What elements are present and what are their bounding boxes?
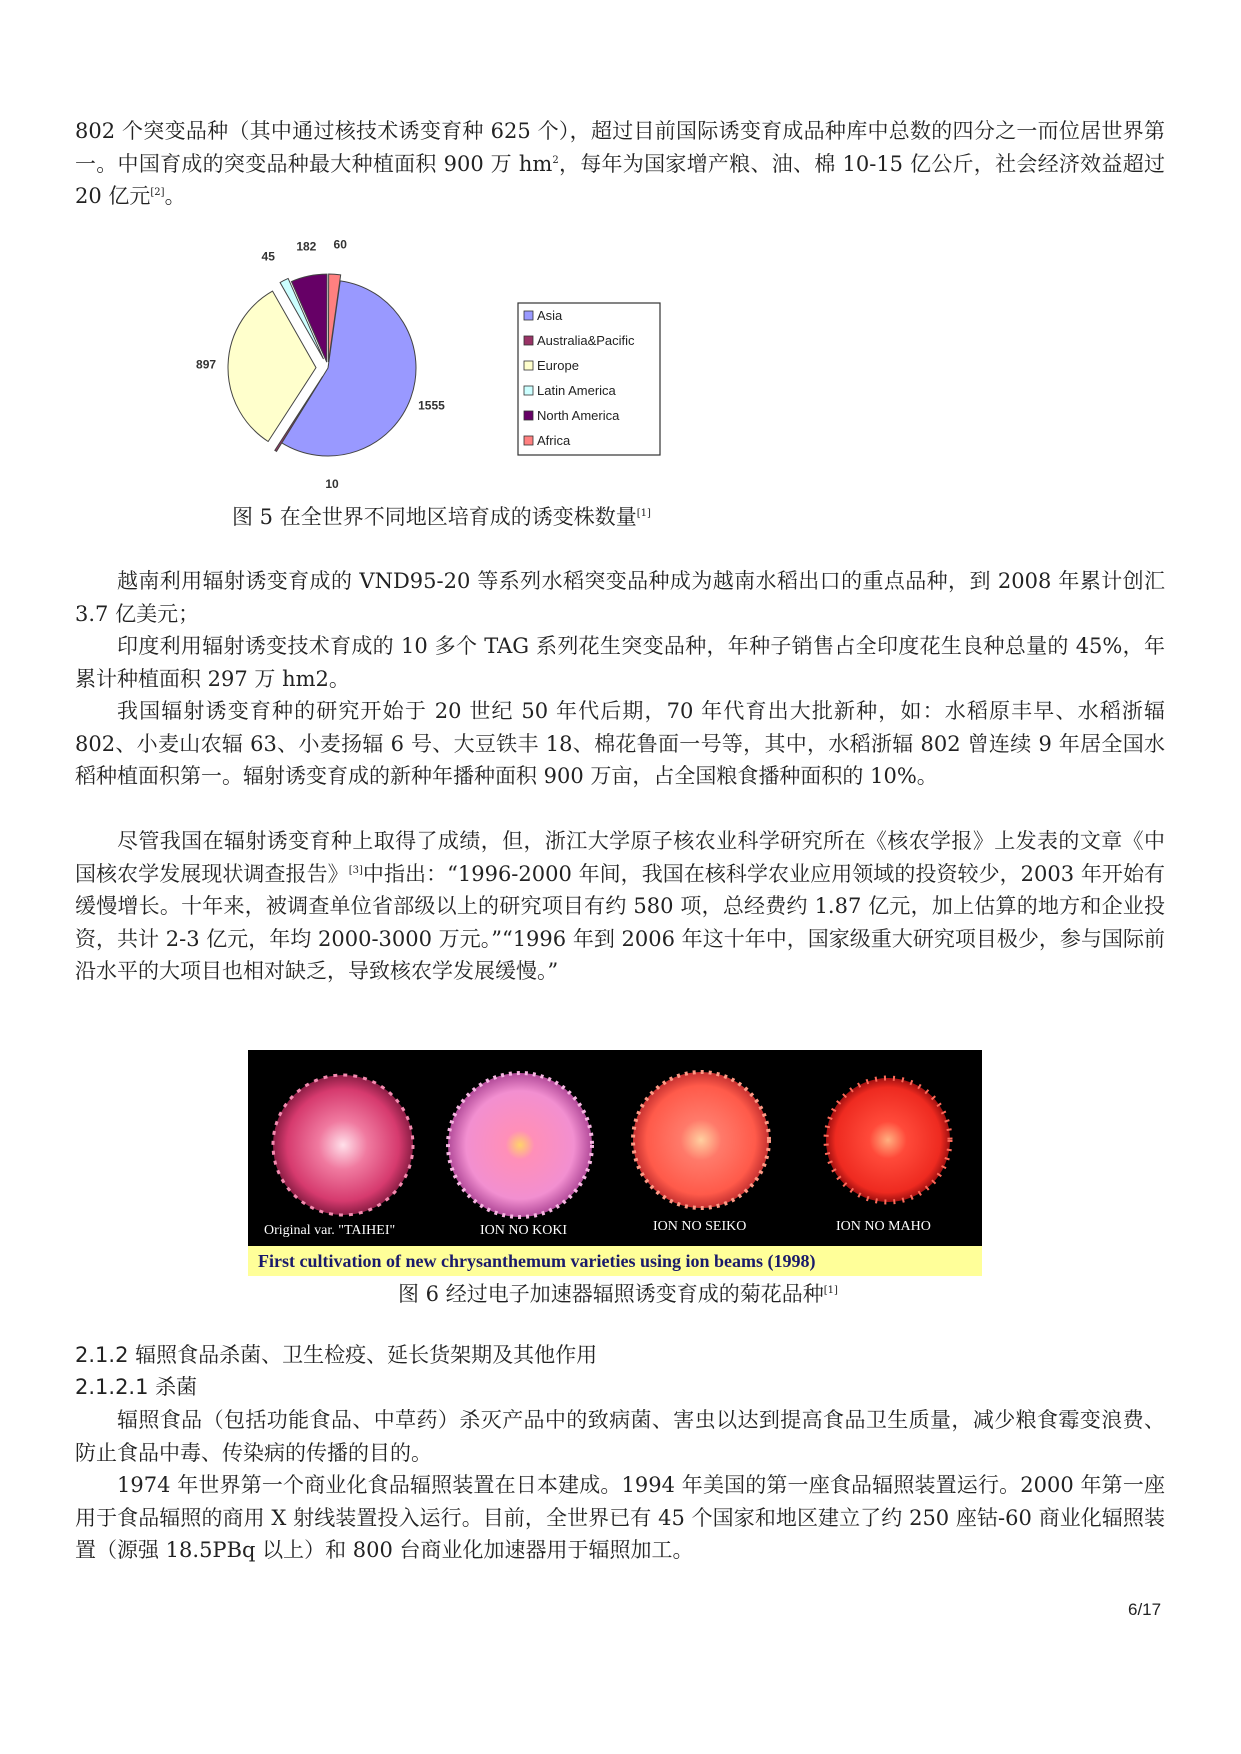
citation-ref: [1]	[823, 1285, 838, 1296]
paragraph-1-text-c: 。	[164, 184, 186, 208]
superscript: 2	[552, 154, 559, 166]
paragraph-7: 1974 年世界第一个商业化食品辐照装置在日本建成。1994 年美国的第一座食品辐照装置运行。2000 年第一座用于食品辐照的商用 X 射线装置投入运行。目前，全世界已有 45 个国家和地区建立了约 250 座钴-60 商业化辐照装置（源强 18.5PBq 以上）和 800 台商业化加速器用于辐照加工。	[75, 1473, 1165, 1562]
paragraph-5	[75, 825, 1165, 988]
legend-label-europe: Europe	[537, 358, 579, 373]
paragraph-2: 越南利用辐射诱变育成的 VND95-20 等系列水稻突变品种成为越南水稻出口的重点品种，到 2008 年累计创汇 3.7 亿美元；	[75, 569, 1165, 626]
citation-ref: [1]	[636, 508, 651, 519]
pie-data-label-africa: 60	[333, 237, 347, 252]
flower-taihei	[273, 1075, 413, 1215]
photo-label-4: ION NO MAHO	[836, 1219, 931, 1234]
paragraph-3: 印度利用辐射诱变技术育成的 10 多个 TAG 系列花生突变品种，年种子销售占全印度花生良种总量的 45%，年累计种植面积 297 万 hm2。	[75, 634, 1165, 691]
flower-ion-no-koki	[448, 1073, 592, 1217]
paragraph-1	[75, 115, 1165, 213]
legend-label-latin-america: Latin America	[537, 383, 616, 398]
paragraph-4: 我国辐射诱变育种的研究开始于 20 世纪 50 年代后期，70 年代育出大批新种，如：水稻原丰早、水稻浙辐 802、小麦山农辐 63、小麦扬辐 6 号、大豆铁丰 18、棉花鲁面一号等，其中，水稻浙辐 802 曾连续 9 年居全国水稻种植面积第一。辐射诱变育成的新种年播种面积 900 万亩，占全国粮食播种面积的 10%。	[75, 699, 1165, 788]
section-heading-2-1-2: 2.1.2 辐照食品杀菌、卫生检疫、延长货架期及其他作用	[75, 1343, 598, 1367]
figure-6-caption	[398, 1279, 838, 1309]
flower-ion-no-maho	[826, 1078, 950, 1202]
flower-ion-no-seiko	[633, 1072, 769, 1208]
pie-data-label-latin-america: 45	[261, 249, 275, 264]
figure-6-chrysanthemum-photo	[248, 1050, 982, 1276]
legend-label-asia: Asia	[537, 308, 563, 323]
photo-label-2: ION NO KOKI	[480, 1223, 568, 1238]
paragraph-1-text: 802 个突变品种（其中通过核技术诱变育种 625 个），超过目前国际诱变育成品种库中总数的四分之一而位居世界第一。中国育成的突变品种最大种植面积 900 万 hm	[75, 119, 1165, 176]
paragraph-6: 辐照食品（包括功能食品、中草药）杀灭产品中的致病菌、害虫以达到提高食品卫生质量，减少粮食霉变浪费、防止食品中毒、传染病的传播的目的。	[75, 1408, 1165, 1465]
legend-swatch-africa	[524, 436, 533, 445]
legend-label-north-america: North America	[537, 408, 620, 423]
figure-5-caption-text: 图 5 在全世界不同地区培育成的诱变株数量	[232, 505, 637, 529]
photo-label-3: ION NO SEIKO	[653, 1219, 747, 1234]
citation-ref: [3]	[348, 864, 363, 876]
legend-swatch-asia	[524, 311, 533, 320]
paragraph-5-text: 尽管我国在辐射诱变育种上取得了成绩，但，浙江大学原子核农业科学研究所在《核农学报》上发表的文章《中国核农学发展现状调查报告》	[75, 829, 1165, 886]
figure-5-caption	[232, 502, 651, 532]
paragraph-1-text-b: ，每年为国家增产粮、油、棉 10-15 亿公斤，社会经济效益超过 20 亿元	[75, 151, 1166, 208]
citation-ref: [2]	[150, 187, 165, 198]
legend-swatch-australia-pacific	[524, 336, 533, 345]
section-heading-2-1-2-1: 2.1.2.1 杀菌	[75, 1375, 198, 1399]
pie-chart-svg	[196, 237, 680, 495]
page-number: 6/17	[1128, 1600, 1162, 1619]
pie-data-label-europe: 897	[196, 357, 217, 372]
photo-label-1: Original var. "TAIHEI"	[264, 1223, 396, 1238]
pie-data-label-australia-pacific: 10	[325, 477, 339, 491]
legend-label-australia-pacific: Australia&Pacific	[537, 333, 635, 348]
chrysanthemum-image	[248, 1050, 982, 1276]
pie-data-label-north-america: 182	[296, 239, 317, 254]
pie-data-label-asia: 1555	[418, 398, 445, 413]
figure-6-caption-text: 图 6 经过电子加速器辐照诱变育成的菊花品种	[398, 1282, 824, 1306]
figure-5-pie-chart	[196, 237, 680, 495]
legend-swatch-europe	[524, 361, 533, 370]
photo-banner-text: First cultivation of new chrysanthemum varieties using ion beams (1998)	[258, 1251, 816, 1271]
legend-swatch-north-america	[524, 411, 533, 420]
legend-swatch-latin-america	[524, 386, 533, 395]
legend-label-africa: Africa	[537, 433, 571, 448]
paragraph-5-text-b: 中指出：“1996-2000 年间，我国在核科学农业应用领域的投资较少，2003 年开始有缓慢增长。十年来，被调查单位省部级以上的研究项目有约 580 项，总经费约 1.87 亿元，加上估算的地方和企业投资，共计 2-3 亿元，年均 2000-3000 万元。”“1996 年到 2006 年这十年中，国家级重大研究项目极少，参与国际前沿水平的大项目也相对缺乏，导致核农学发展缓慢。”	[75, 861, 1165, 983]
